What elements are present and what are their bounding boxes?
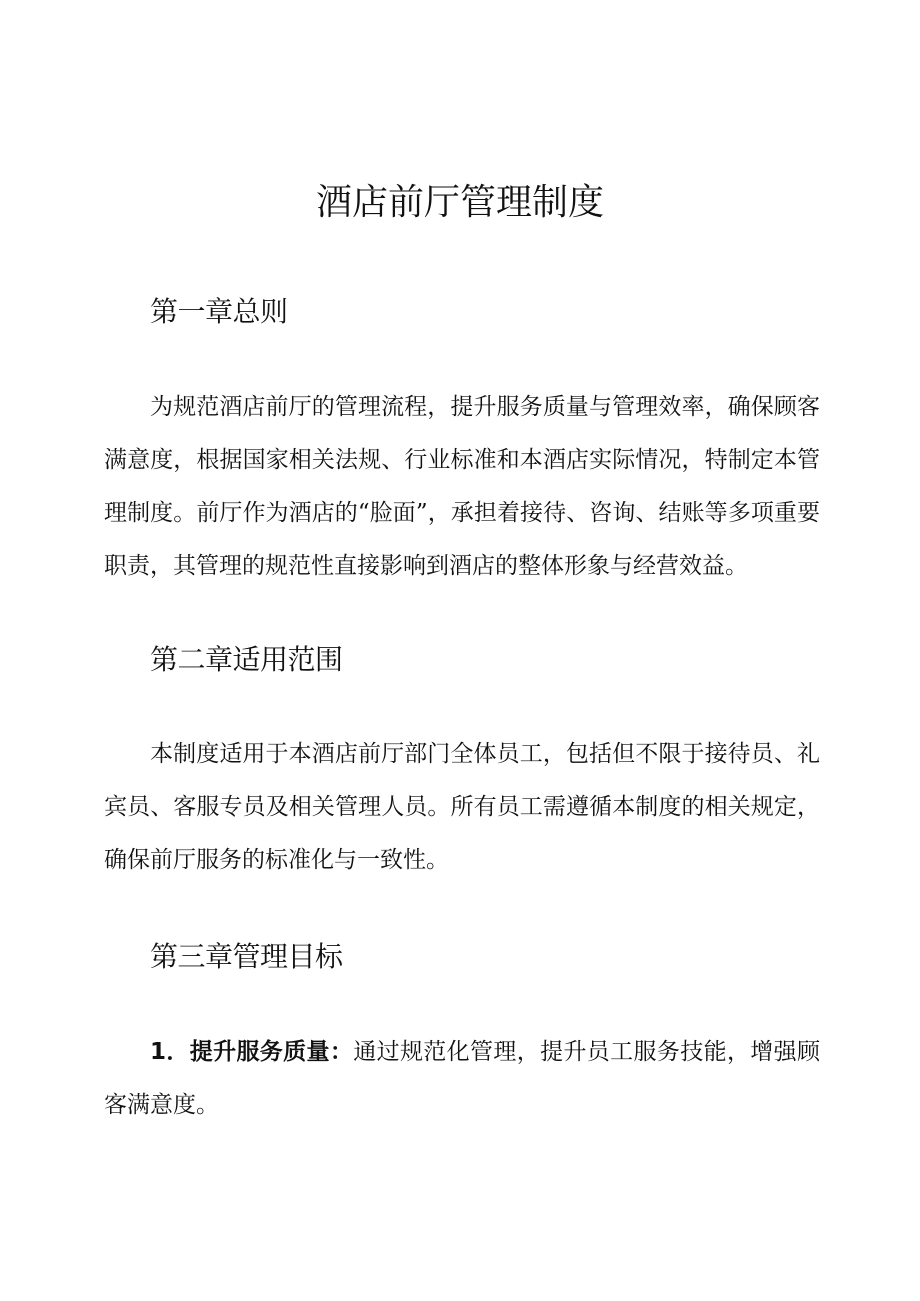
goal-item-text: 通过规范化管理，提升员工服务技能，增强顾客满意度。 xyxy=(104,1039,821,1118)
chapter-heading-3: 第三章管理目标 xyxy=(150,940,343,973)
chapter-2-paragraph: 本制度适用于本酒店前厅部门全体员工，包括但不限于接待员、礼宾员、客服专员及相关管理人员。所有员工需遵循本制度的相关规定，确保前厅服务的标准化与一致性。 xyxy=(104,741,820,873)
goal-item-lead: ．提升服务质量： xyxy=(166,1039,354,1065)
document-title: 酒店前厅管理制度 xyxy=(315,182,604,223)
chapter-heading-1: 第一章总则 xyxy=(150,295,288,328)
chapter-1-paragraph: 为规范酒店前厅的管理流程，提升服务质量与管理效率，确保顾客满意度，根据国家相关法规、行业标准和本酒店实际情况，特制定本管理制度。前厅作为酒店的“脸面”，承担着接待、咨询、结账等多项重要职责，其管理的规范性直接影响到酒店的整体形象与经营效益。 xyxy=(104,394,820,579)
goal-item-number: 1 xyxy=(150,1039,167,1065)
goal-item-1 xyxy=(104,1026,820,1132)
chapter-heading-2: 第二章适用范围 xyxy=(150,643,343,676)
